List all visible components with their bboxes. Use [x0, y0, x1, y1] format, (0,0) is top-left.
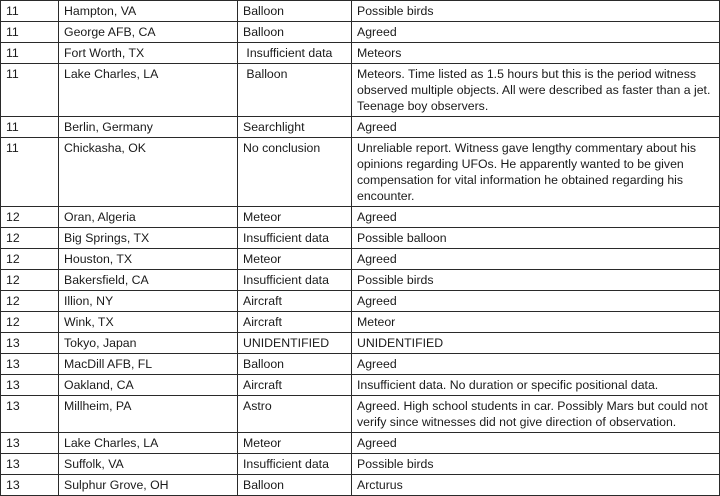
table-row	[1, 22, 720, 43]
day-cell: 13	[1, 354, 59, 375]
table-row	[1, 454, 720, 475]
day-cell: 13	[1, 396, 59, 433]
location-cell: Tokyo, Japan	[59, 333, 238, 354]
evaluation-cell: Balloon	[238, 1, 352, 22]
comments-cell: Agreed	[352, 207, 720, 228]
table-row	[1, 64, 720, 117]
table-row	[1, 433, 720, 454]
location-cell: Wink, TX	[59, 312, 238, 333]
location-cell: Lake Charles, LA	[59, 64, 238, 117]
table-row	[1, 291, 720, 312]
day-cell: 11	[1, 22, 59, 43]
table-row	[1, 270, 720, 291]
day-cell: 11	[1, 43, 59, 64]
comments-cell: UNIDENTIFIED	[352, 333, 720, 354]
day-cell: 12	[1, 270, 59, 291]
evaluation-cell: Searchlight	[238, 117, 352, 138]
evaluation-cell: UNIDENTIFIED	[238, 333, 352, 354]
day-cell: 11	[1, 64, 59, 117]
comments-cell: Agreed	[352, 249, 720, 270]
day-cell: 13	[1, 375, 59, 396]
day-cell: 13	[1, 475, 59, 496]
day-cell: 11	[1, 138, 59, 207]
evaluation-cell: Meteor	[238, 249, 352, 270]
table-row	[1, 117, 720, 138]
evaluation-cell: Insufficient data	[238, 228, 352, 249]
location-cell: Oakland, CA	[59, 375, 238, 396]
comments-cell: Agreed	[352, 22, 720, 43]
comments-cell: Meteor	[352, 312, 720, 333]
comments-cell: Possible birds	[352, 270, 720, 291]
evaluation-cell: Insufficient data	[238, 270, 352, 291]
evaluation-cell: Astro	[238, 396, 352, 433]
evaluation-cell: Meteor	[238, 433, 352, 454]
comments-cell: Insufficient data. No duration or specific positional data.	[352, 375, 720, 396]
location-cell: Illion, NY	[59, 291, 238, 312]
table-row	[1, 312, 720, 333]
comments-cell: Meteors	[352, 43, 720, 64]
day-cell: 13	[1, 333, 59, 354]
comments-cell: Agreed	[352, 291, 720, 312]
location-cell: Lake Charles, LA	[59, 433, 238, 454]
table-row	[1, 1, 720, 22]
day-cell: 11	[1, 117, 59, 138]
location-cell: Millheim, PA	[59, 396, 238, 433]
table-row	[1, 396, 720, 433]
comments-cell: Agreed	[352, 354, 720, 375]
table-row	[1, 228, 720, 249]
evaluation-cell: Aircraft	[238, 291, 352, 312]
evaluation-cell: Balloon	[238, 22, 352, 43]
evaluation-cell: Balloon	[238, 475, 352, 496]
table-row	[1, 333, 720, 354]
comments-cell: Possible birds	[352, 454, 720, 475]
table-row	[1, 138, 720, 207]
location-cell: Berlin, Germany	[59, 117, 238, 138]
day-cell: 13	[1, 433, 59, 454]
location-cell: Sulphur Grove, OH	[59, 475, 238, 496]
comments-cell: Meteors. Time listed as 1.5 hours but this is the period witness observed multiple objects. All were described as faster than a jet. Teenage boy observers.	[352, 64, 720, 117]
table-row	[1, 475, 720, 496]
location-cell: Suffolk, VA	[59, 454, 238, 475]
comments-cell: Agreed	[352, 433, 720, 454]
location-cell: Houston, TX	[59, 249, 238, 270]
table-row	[1, 43, 720, 64]
day-cell: 13	[1, 454, 59, 475]
evaluation-cell: Balloon	[238, 354, 352, 375]
day-cell: 12	[1, 207, 59, 228]
location-cell: MacDill AFB, FL	[59, 354, 238, 375]
table-row	[1, 249, 720, 270]
evaluation-cell: No conclusion	[238, 138, 352, 207]
comments-cell: Possible balloon	[352, 228, 720, 249]
comments-cell: Arcturus	[352, 475, 720, 496]
location-cell: Oran, Algeria	[59, 207, 238, 228]
location-cell: Fort Worth, TX	[59, 43, 238, 64]
comments-cell: Possible birds	[352, 1, 720, 22]
evaluation-cell: Insufficient data	[238, 454, 352, 475]
location-cell: Chickasha, OK	[59, 138, 238, 207]
evaluation-cell: Aircraft	[238, 312, 352, 333]
day-cell: 12	[1, 249, 59, 270]
evaluation-cell: Meteor	[238, 207, 352, 228]
comments-cell: Agreed. High school students in car. Possibly Mars but could not verify since witnesses did not give direction of observation.	[352, 396, 720, 433]
day-cell: 12	[1, 228, 59, 249]
evaluation-cell: Insufficient data	[238, 43, 352, 64]
day-cell: 12	[1, 291, 59, 312]
location-cell: Bakersfield, CA	[59, 270, 238, 291]
location-cell: Big Springs, TX	[59, 228, 238, 249]
day-cell: 12	[1, 312, 59, 333]
evaluation-cell: Balloon	[238, 64, 352, 117]
table-row	[1, 354, 720, 375]
comments-cell: Agreed	[352, 117, 720, 138]
table-row	[1, 207, 720, 228]
location-cell: Hampton, VA	[59, 1, 238, 22]
table-row	[1, 375, 720, 396]
comments-cell: Unreliable report. Witness gave lengthy commentary about his opinions regarding UFOs. He apparently wanted to be given compensation for vital information he obtained regarding his encounter.	[352, 138, 720, 207]
day-cell: 11	[1, 1, 59, 22]
location-cell: George AFB, CA	[59, 22, 238, 43]
evaluation-cell: Aircraft	[238, 375, 352, 396]
